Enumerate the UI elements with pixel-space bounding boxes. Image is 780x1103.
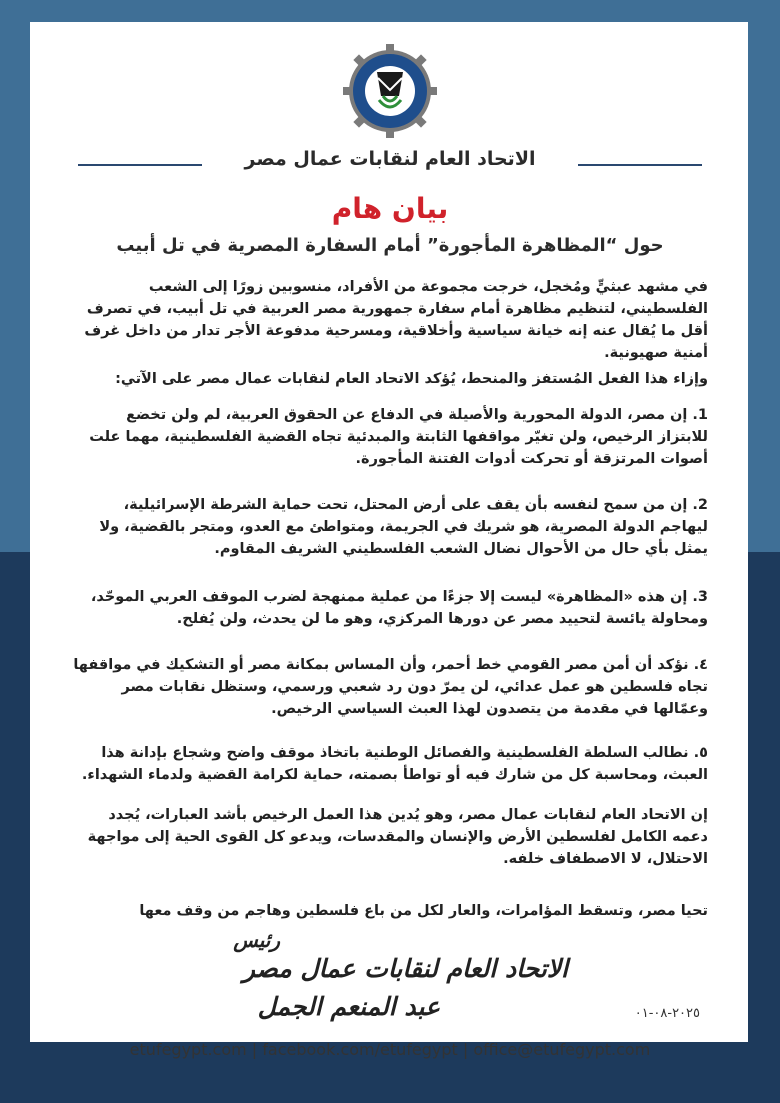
point-1 bbox=[72, 404, 708, 470]
preface-paragraph: وإزاء هذا الفعل المُستفز والمنحط، يُؤكد الاتحاد العام لنقابات عمال مصر على الآتي: bbox=[115, 371, 708, 387]
intro-paragraph: في مشهد عبثيٍّ ومُخجل، خرجت مجموعة من الأفراد، منسوبين زورًا إلى الشعب الفلسطيني، لتنظيم مظاهرة أمام سفارة جمهورية مصر العربية في تل أبيب، في تصرف أقل ما يُقال عنه إنه خيانة سياسية وأخلاقية، ومسرحية مدفوعة الأجر تدار من داخل غرف أمنية صهيونية. bbox=[84, 279, 708, 361]
point-4 bbox=[72, 654, 708, 720]
point-text: إن مصر، الدولة المحورية والأصيلة في الدفاع عن الحقوق العربية، لم ولن تخضع للابتزاز الرخيص، ولن تغيّر مواقفها الثابتة والمبدئية تجاه القضية الفلسطينية، مهما علت أصوات المرتزقة أو تحركت أدوات الفتنة المأجورة. bbox=[89, 407, 708, 467]
signature-role: رئيس bbox=[233, 928, 280, 952]
signature-name: عبد المنعم الجمل bbox=[257, 992, 440, 1021]
point-number: 1. bbox=[692, 407, 708, 423]
point-text: نؤكد أن أمن مصر القومي خط أحمر، وأن المساس بمكانة مصر أو التشكيك في مواقفها تجاه فلسطين هو عمل عدائي، لن يمرّ دون رد شعبي ورسمي، وستظل نقابات مصر وعمّالها في مقدمة من يتصدون لهذا العبث السياسي الرخيص. bbox=[73, 657, 708, 717]
point-text: إن من سمح لنفسه بأن يقف على أرض المحتل، تحت حماية الشرطة الإسرائيلية، ليهاجم الدولة المصرية، هو شريك في الجريمة، ومتواطئ مع العدو، ومتجر بالقضية، ولا يمثل بأي حال من الأحوال نضال الشعب الفلسطيني الشريف المقاوم. bbox=[99, 497, 708, 557]
etuf-logo-icon bbox=[343, 44, 437, 138]
point-text: نطالب السلطة الفلسطينية والفصائل الوطنية باتخاذ موقف واضح وشجاع بإدانة هذا العبث، ومحاسبة كل من شارك فيه أو تواطأ بصمته، حماية لكرامة القضية ولدماء الشهداء. bbox=[81, 745, 708, 783]
point-5 bbox=[72, 742, 708, 786]
point-3 bbox=[72, 586, 708, 630]
signature-org: الاتحاد العام لنقابات عمال مصر bbox=[242, 954, 568, 983]
org-title: الاتحاد العام لنقابات عمال مصر bbox=[244, 148, 536, 170]
point-2 bbox=[72, 494, 708, 560]
signature-date: ٢٠٢٥-٠٨-٠١ bbox=[634, 1006, 700, 1021]
slogan: تحيا مصر، وتسقط المؤامرات، والعار لكل من باع فلسطين وهاجم من وقف معها bbox=[139, 903, 708, 919]
footer-contacts: etufegypt.com | facebook.com/etufegypt | office@etufegypt.com bbox=[129, 1040, 651, 1059]
closing-paragraph: إن الاتحاد العام لنقابات عمال مصر، وهو يُدين هذا العمل الرخيص بأشد العبارات، يُجدد دعمه الكامل لفلسطين الأرض والإنسان والمقدسات، ويدعو كل القوى الحية إلى مواجهة الاحتلال، لا الاصطفاف خلفه. bbox=[87, 807, 708, 867]
headline: بيان هام bbox=[331, 192, 449, 225]
point-text: إن هذه «المظاهرة» ليست إلا جزءًا من عملية ممنهجة لضرب الموقف العربي الموحّد، ومحاولة يائسة لتحييد مصر عن دورها المركزي، وهو ما لن يحدث، ولن يُفلح. bbox=[90, 589, 708, 627]
subtitle: حول “المظاهرة المأجورة” أمام السفارة المصرية في تل أبيب bbox=[116, 235, 664, 256]
point-number: 3. bbox=[692, 589, 708, 605]
point-number: 2. bbox=[692, 497, 708, 513]
point-number: ٥. bbox=[693, 745, 708, 761]
point-number: ٤. bbox=[693, 657, 708, 673]
